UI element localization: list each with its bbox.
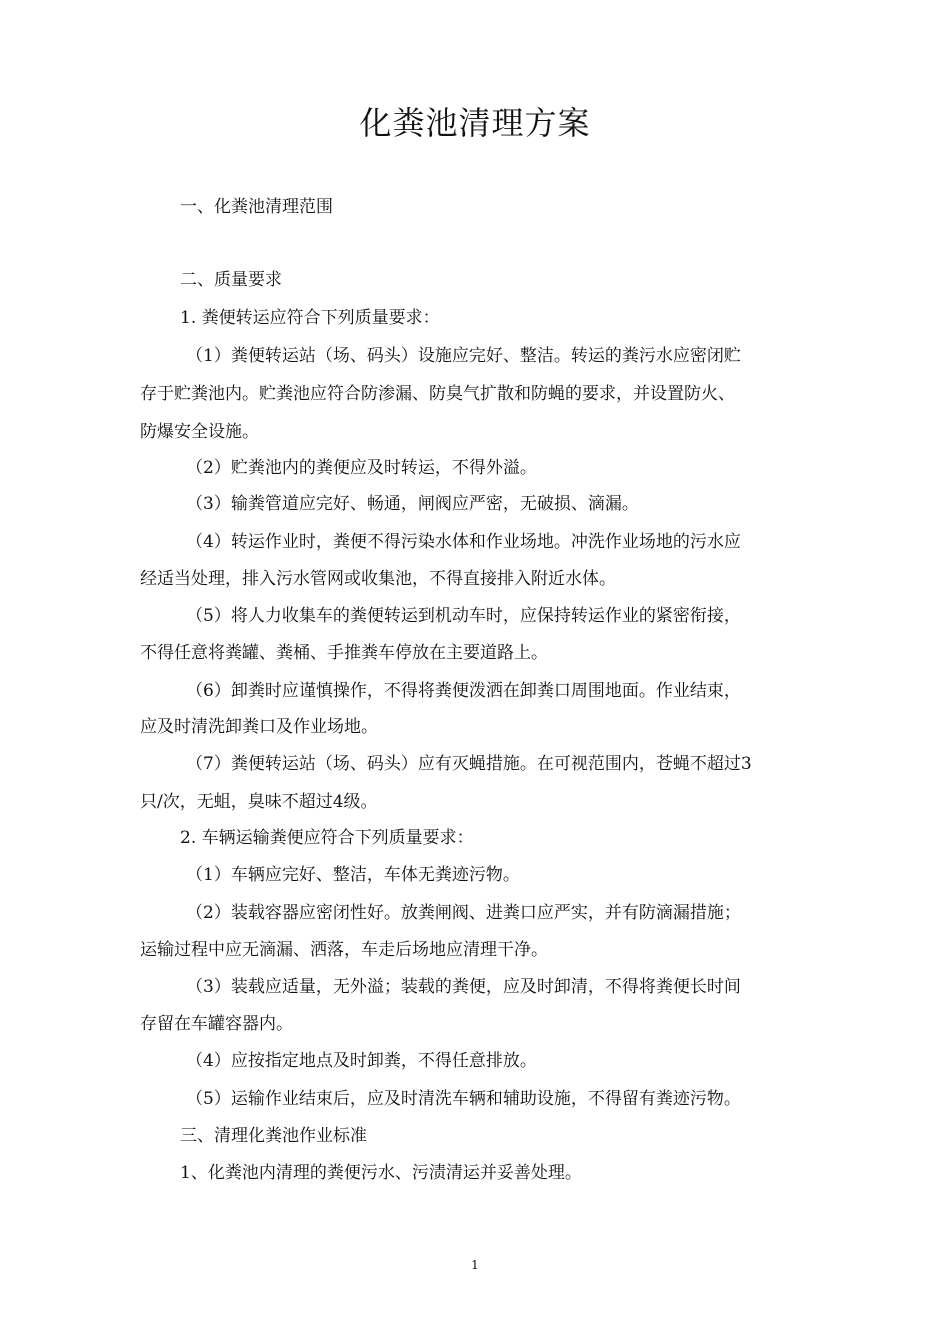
- paragraph-line: （3）输粪管道应完好、畅通，闸阀应严密，无破损、滴漏。: [186, 494, 639, 514]
- paragraph-line: （1）粪便转运站（场、码头）设施应完好、整洁。转运的粪污水应密闭贮: [186, 346, 741, 366]
- paragraph-line: （1）车辆应完好、整洁，车体无粪迹污物。: [186, 865, 520, 885]
- paragraph-line: （7）粪便转运站（场、码头）应有灭蝇措施。在可视范围内，苍蝇不超过3: [186, 754, 752, 774]
- paragraph-line: 经适当处理，排入污水管网或收集池，不得直接排入附近水体。: [140, 569, 616, 589]
- paragraph-line: （2）贮粪池内的粪便应及时转运，不得外溢。: [186, 458, 537, 478]
- paragraph-line: 存留在车罐容器内。: [140, 1014, 293, 1034]
- paragraph-line: 不得任意将粪罐、粪桶、手推粪车停放在主要道路上。: [140, 643, 548, 663]
- list-item-transfer-requirements: 1. 粪便转运应符合下列质量要求：: [180, 308, 440, 328]
- paragraph-line: （5）运输作业结束后，应及时清洗车辆和辅助设施，不得留有粪迹污物。: [186, 1089, 741, 1109]
- paragraph-line: （4）转运作业时，粪便不得污染水体和作业场地。冲洗作业场地的污水应: [186, 532, 741, 552]
- list-item-vehicle-requirements: 2. 车辆运输粪便应符合下列质量要求：: [180, 828, 474, 848]
- paragraph-line: 应及时清洗卸粪口及作业场地。: [140, 717, 378, 737]
- paragraph-line: 运输过程中应无滴漏、洒落，车走后场地应清理干净。: [140, 940, 548, 960]
- paragraph-line: 只/次，无蛆，臭味不超过4级。: [140, 792, 378, 812]
- paragraph-line: （6）卸粪时应谨慎操作，不得将粪便泼洒在卸粪口周围地面。作业结束，: [186, 681, 741, 701]
- paragraph-line: （4）应按指定地点及时卸粪，不得任意排放。: [186, 1051, 537, 1071]
- paragraph-line: 存于贮粪池内。贮粪池应符合防渗漏、防臭气扩散和防蝇的要求，并设置防火、: [140, 384, 735, 404]
- paragraph-line: （2）装载容器应密闭性好。放粪闸阀、进粪口应严实，并有防滴漏措施；: [186, 903, 741, 923]
- section-heading-scope: 一、化粪池清理范围: [180, 197, 333, 217]
- paragraph-line: （5）将人力收集车的粪便转运到机动车时，应保持转运作业的紧密衔接，: [186, 606, 741, 626]
- section-heading-standards: 三、清理化粪池作业标准: [180, 1126, 367, 1146]
- document-title: 化粪池清理方案: [359, 104, 591, 142]
- paragraph-line: （3）装载应适量，无外溢；装载的粪便，应及时卸清，不得将粪便长时间: [186, 977, 741, 997]
- list-item-standard-1: 1、化粪池内清理的粪便污水、污渍清运并妥善处理。: [180, 1163, 582, 1183]
- paragraph-line: 防爆安全设施。: [140, 422, 259, 442]
- section-heading-quality: 二、质量要求: [180, 270, 282, 290]
- page-number: 1: [471, 1258, 479, 1272]
